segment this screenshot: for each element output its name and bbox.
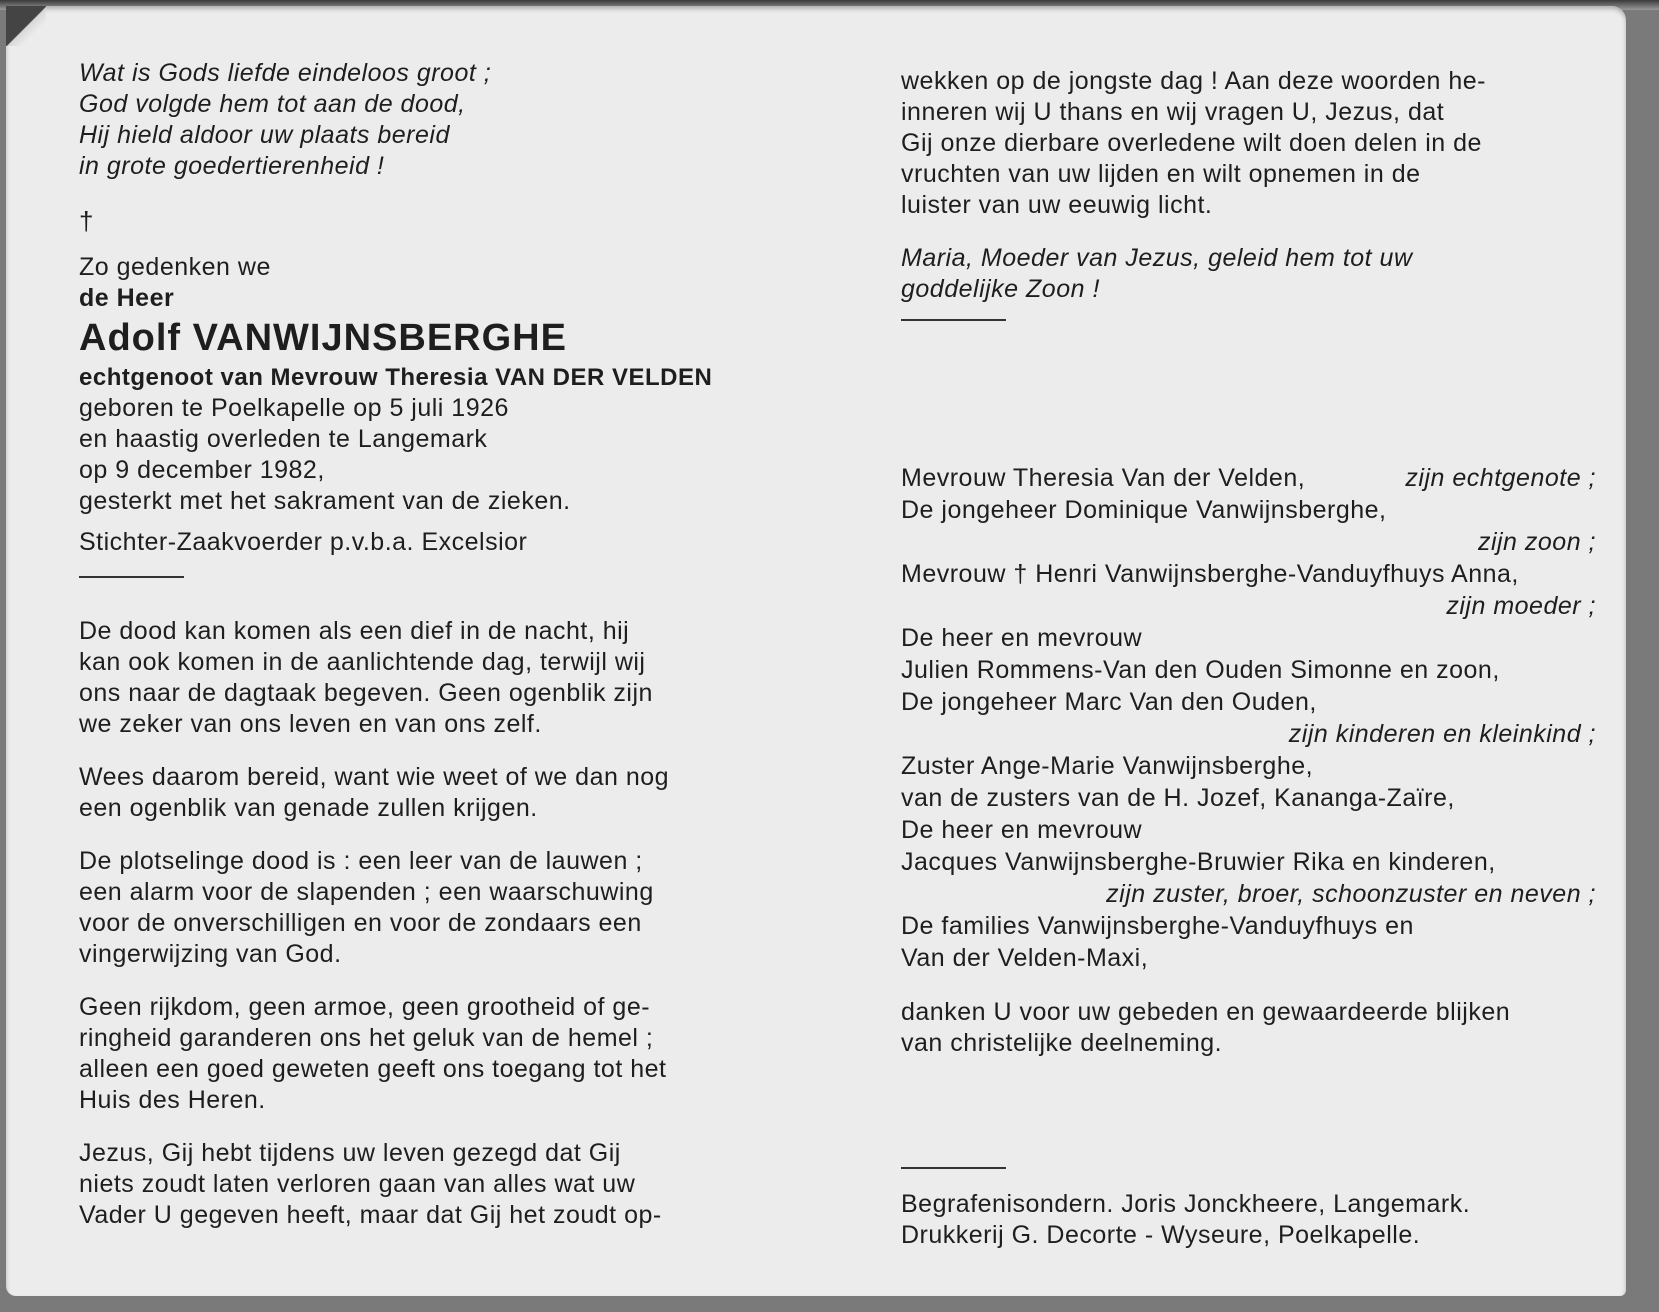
paragraph <box>79 846 771 970</box>
memorial-card <box>6 6 1626 1296</box>
bio-line: gesterkt met het sakrament van de zieken. <box>79 487 571 515</box>
bio-line: op 9 december 1982, <box>79 456 325 484</box>
prayer <box>901 66 1596 221</box>
poem <box>79 58 771 182</box>
family-name: Zuster Ange-Marie Vanwijnsberghe, <box>901 752 1314 780</box>
family-row <box>901 559 1596 590</box>
paragraph-line: voor de onverschilligen en voor de zondaars een <box>79 909 642 937</box>
intro-text: Zo gedenken we <box>79 253 271 281</box>
paragraph-line: De plotselinge dood is : een leer van de lauwen ; <box>79 847 643 875</box>
deceased-name: Adolf VANWIJNSBERGHE <box>79 317 567 359</box>
paragraph-line: vingerwijzing van God. <box>79 940 342 968</box>
prayer-line: Gij onze dierbare overledene wilt doen delen in de <box>901 129 1482 157</box>
family-name: van de zusters van de H. Jozef, Kananga-Zaïre, <box>901 784 1455 812</box>
poem-line: in grote goedertierenheid ! <box>79 152 385 180</box>
paragraph <box>79 762 771 824</box>
thanks-line: danken U voor uw gebeden en gewaardeerde blijken <box>901 998 1511 1026</box>
family-name: De jongeheer Dominique Vanwijnsberghe, <box>901 496 1387 524</box>
right-column <box>901 66 1596 1251</box>
family-row <box>901 815 1596 846</box>
corner-curl <box>6 6 46 46</box>
family-name: Julien Rommens-Van den Ouden Simonne en zoon, <box>901 656 1500 684</box>
family-name: De heer en mevrouw <box>901 624 1143 652</box>
thanks <box>901 997 1596 1059</box>
bio-line: en haastig overleden te Langemark <box>79 425 488 453</box>
family-row <box>901 623 1596 654</box>
family-row: zijn zuster, broer, schoonzuster en neven ; <box>1106 880 1596 908</box>
family-list <box>901 463 1596 974</box>
family-row <box>901 783 1596 814</box>
family-row: zijn zoon ; <box>1477 528 1596 556</box>
prayer-line: inneren wij U thans en wij vragen U, Jezus, dat <box>901 98 1445 126</box>
family-row: zijn kinderen en kleinkind ; <box>1288 720 1596 748</box>
family-row <box>901 687 1596 718</box>
family-row <box>901 463 1596 494</box>
family-name: De families Vanwijnsberghe-Vanduyfhuys en <box>901 912 1414 940</box>
occupation-text: Stichter-Zaakvoerder p.v.b.a. Excelsior <box>79 528 528 556</box>
prayer-line: luister van uw eeuwig licht. <box>901 191 1213 219</box>
paragraph-line: Wees daarom bereid, want wie weet of we dan nog <box>79 763 670 791</box>
family-role: zijn echtgenote ; <box>1405 464 1596 492</box>
paragraph-line: ons naar de dagtaak begeven. Geen ogenblik zijn <box>79 679 653 707</box>
family-name: Mevrouw Theresia Van der Velden, <box>901 464 1306 492</box>
title-text: de Heer <box>79 284 175 312</box>
paragraph-line: Vader U gegeven heeft, maar dat Gij het zoudt op- <box>79 1201 662 1229</box>
family-name: De jongeheer Marc Van den Ouden, <box>901 688 1317 716</box>
marian-prayer <box>901 243 1596 305</box>
credit-line: Drukkerij G. Decorte - Wyseure, Poelkapelle. <box>901 1221 1421 1249</box>
paragraph-line: Jezus, Gij hebt tijdens uw leven gezegd dat Gij <box>79 1139 621 1167</box>
family-name: Mevrouw † Henri Vanwijnsberghe-Vanduyfhuys Anna, <box>901 560 1519 588</box>
family-row: zijn moeder ; <box>1446 592 1596 620</box>
family-row <box>901 847 1596 878</box>
family-row <box>901 911 1596 942</box>
paragraph <box>79 616 771 740</box>
paragraph-line: we zeker van ons leven en van ons zelf. <box>79 710 542 738</box>
poem-line: God volgde hem tot aan de dood, <box>79 90 466 118</box>
paragraph <box>79 992 771 1116</box>
paragraph-line: een ogenblik van genade zullen krijgen. <box>79 794 538 822</box>
prayer-line: vruchten van uw lijden en wilt opnemen in de <box>901 160 1421 188</box>
poem-line: Hij hield aldoor uw plaats bereid <box>79 121 450 149</box>
poem-line: Wat is Gods liefde eindeloos groot ; <box>79 59 492 87</box>
family-row <box>901 943 1596 974</box>
marian-prayer-line: Maria, Moeder van Jezus, geleid hem tot uw <box>901 244 1413 272</box>
thanks-line: van christelijke deelneming. <box>901 1029 1223 1057</box>
family-row <box>901 655 1596 686</box>
credits <box>901 1189 1596 1251</box>
paragraph-line: kan ook komen in de aanlichtende dag, terwijl wij <box>79 648 646 676</box>
paragraph-line: een alarm voor de slapenden ; een waarschuwing <box>79 878 654 906</box>
family-row <box>901 751 1596 782</box>
family-name: Jacques Vanwijnsberghe-Bruwier Rika en kinderen, <box>901 848 1496 876</box>
paragraph <box>79 1138 771 1231</box>
bio <box>79 393 771 517</box>
credit-line: Begrafenisondern. Joris Jonckheere, Langemark. <box>901 1190 1471 1218</box>
paragraph-line: alleen een goed geweten geeft ons toegang tot het <box>79 1055 667 1083</box>
spouse-line: echtgenoot van Mevrouw Theresia VAN DER VELDEN <box>79 364 713 391</box>
paragraph-line: niets zoudt laten verloren gaan van alles wat uw <box>79 1170 636 1198</box>
marian-prayer-line: goddelijke Zoon ! <box>901 275 1100 303</box>
cross-icon: † <box>79 206 94 236</box>
paragraph-line: Geen rijkdom, geen armoe, geen grootheid of ge- <box>79 993 651 1021</box>
paragraph-line: De dood kan komen als een dief in de nacht, hij <box>79 617 630 645</box>
family-name: De heer en mevrouw <box>901 816 1143 844</box>
prayer-line: wekken op de jongste dag ! Aan deze woorden he- <box>901 67 1487 95</box>
paragraph-line: ringheid garanderen ons het geluk van de hemel ; <box>79 1024 654 1052</box>
family-row <box>901 495 1596 526</box>
paragraph-line: Huis des Heren. <box>79 1086 266 1114</box>
bio-line: geboren te Poelkapelle op 5 juli 1926 <box>79 394 509 422</box>
family-name: Van der Velden-Maxi, <box>901 944 1149 972</box>
left-column <box>79 58 771 1231</box>
